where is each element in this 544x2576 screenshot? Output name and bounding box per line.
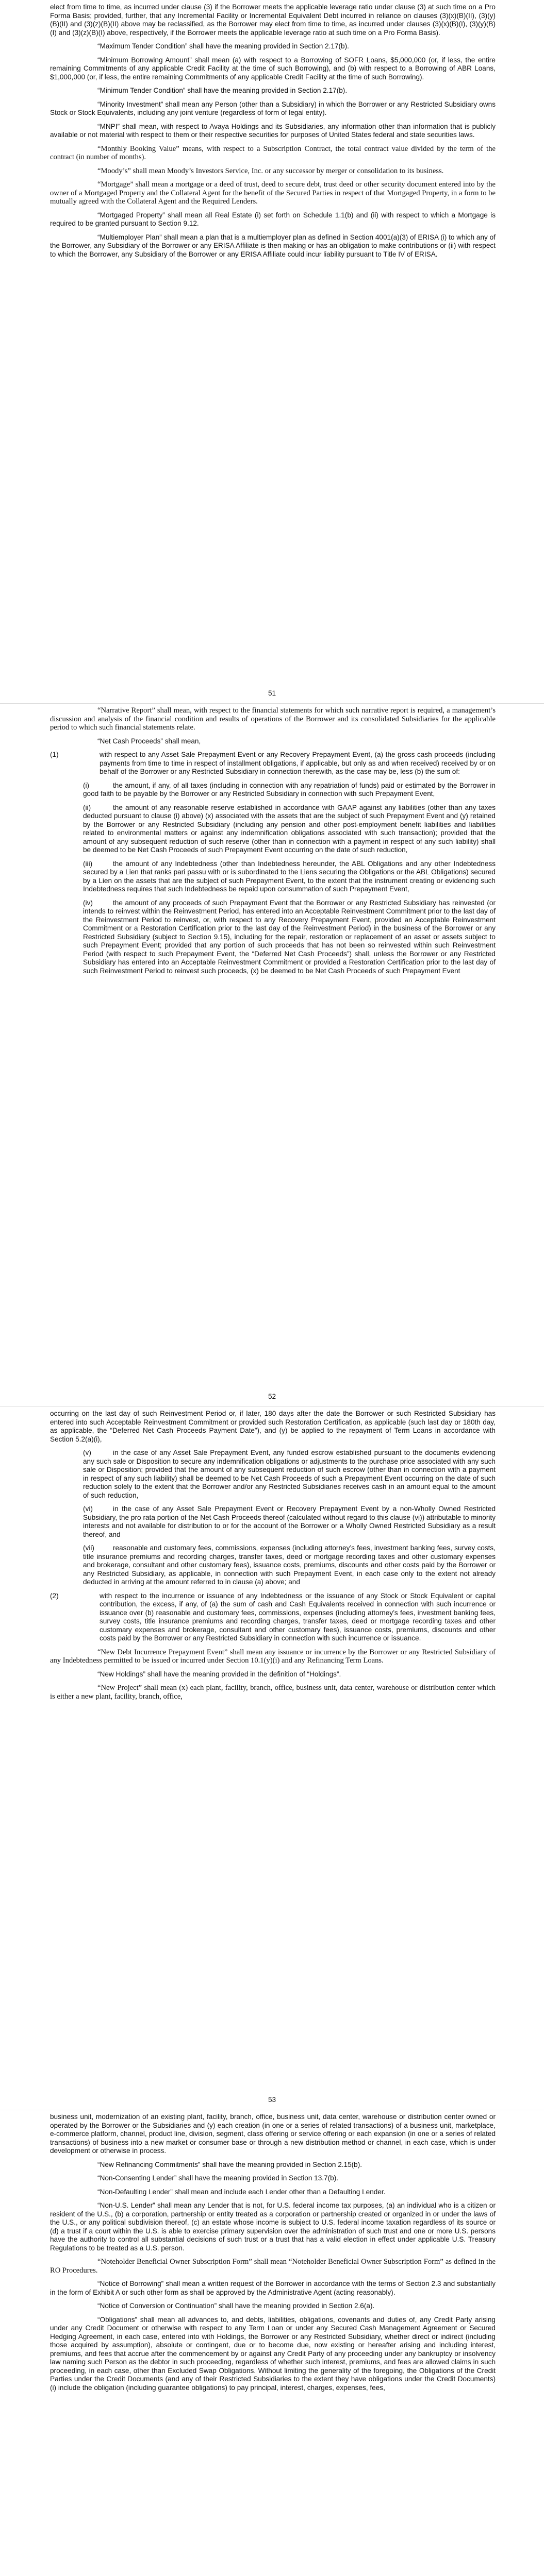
definition-paragraph: “Minority Investment” shall mean any Person (other than a Subsidiary) in which the Borrower or any Restricted Subsidiary owns Stock or Stock Equivalents, including any joint venture (regardless of form of legal entity).	[50, 100, 496, 116]
continued-paragraph: elect from time to time, as incurred under clause (3) if the Borrower meets the applicable leverage ratio under clause (3) at such time on a Pro Forma Basis; provided, further, that any Incremental Facility or Incremental Equivalent Debt incurred in reliance on clauses (3)(x)(B)(II), (3)(y)(B)(II) and (3)(z)(B)(II) above may be reclassified, as the Borrower may elect from time to time, as incurred under clauses (3)(x)(B)(I), (3)(y)(B)(I) and (3)(z)(B)(I) above, respectively, if the Borrower meets the applicable leverage ratio at such time on a Pro Forma Basis).	[50, 3, 496, 37]
page-4	[0, 2110, 544, 2576]
definition-paragraph: “Net Cash Proceeds” shall mean,	[97, 737, 201, 745]
sub-clause	[50, 782, 496, 799]
numbered-clause	[50, 1592, 496, 1643]
definition-paragraph: “New Project” shall mean (x) each plant, facility, branch, office, business unit, data center, warehouse or distribution center which is either a new plant, facility, branch, office,	[50, 1684, 496, 1701]
page-separator	[0, 703, 544, 704]
continued-paragraph: business unit, modernization of an existing plant, facility, branch, office, business unit, data center, warehouse or distribution center owned or operated by the Borrower or the Subsidiaries and (y) each creation (in one or a series of related transactions) of a business unit, marketplace, e-commerce platform, channel, product line, division, segment, class offering or service offering or each expansion (in one or a series of related transactions) of business into a new market or consumer base or through a new distribution method or channel, in each case, which is under development or otherwise in process.	[50, 2113, 496, 2155]
clause-text: with respect to any Asset Sale Prepayment Event or any Recovery Prepayment Event, (a) the gross cash proceeds (including payments from time to time in respect of installment obligations, if applicable, but only as and when received) received by or on behalf of the Borrower or any Restricted Subsidiary in connection therewith, as the case may be, less (b) the sum of:	[100, 751, 496, 775]
sub-clause-text: the amount of any Indebtedness (other than Indebtedness hereunder, the ABL Obligations and any other Indebtedness secured by a Lien that ranks pari passu with or is subordinated to the Liens securing the Obligations or the ABL Obligations) secured by a Lien on the assets that are the subject of such Prepayment Event, to the extent that the instrument creating or evidencing such Indebtedness requires that such Indebtedness be repaid upon consummation of such Prepayment Event,	[83, 859, 496, 893]
sub-clause-number: (ii)	[83, 803, 91, 811]
page-content	[50, 3, 496, 264]
page-3	[0, 1406, 544, 2110]
definition-paragraph: “Narrative Report” shall mean, with respect to the financial statements for which such narrative report is required, a management’s discussion and analysis of the financial condition and results of operations of the Borrower and its consolidated Subsidiaries for the applicable period to which such financial statements relate.	[50, 706, 496, 732]
sub-clause-text: in the case of any Asset Sale Prepayment Event or Recovery Prepayment Event by a non-Wholly Owned Restricted Subsidiary, the pro rata portion of the Net Cash Proceeds thereof (calculated without regard to this clause (vi)) attributable to minority interests and not available for distribution to or for the account of the Borrower or a Wholly Owned Restricted Subsidiary as a result thereof, and	[83, 1505, 496, 1538]
sub-clause-text: the amount of any reasonable reserve established in accordance with GAAP against any liabilities (other than any taxes deducted pursuant to clause (i) above) (x) associated with the assets that are the subject of such Prepayment Event and (y) retained by the Borrower or any Restricted Subsidiary (including any pension and other post-employment benefit liabilities and liabilities related to environmental matters or against any indemnification obligations associated with such transaction); provided that the amount of any subsequent reduction of such reserve (other than in connection with a payment in respect of any such liability) shall be deemed to be Net Cash Proceeds of such Prepayment Event occurring on the date of such reduction,	[83, 803, 496, 854]
definition-paragraph: “New Refinancing Commitments” shall have the meaning provided in Section 2.15(b).	[97, 2160, 362, 2168]
definition-paragraph: “Obligations” shall mean all advances to, and debts, liabilities, obligations, covenants and duties of, any Credit Party arising under any Credit Document or otherwise with respect to any Term Loan or under any Secured Cash Management Agreement or Secured Hedging Agreement, in each case, entered into with Holdings, the Borrower or any Restricted Subsidiary, whether direct or indirect (including those acquired by assumption), absolute or contingent, due or to become due, now existing or hereafter arising and including interest, premiums, and fees that accrue after the commencement by or against any Credit Party of any proceeding under any bankruptcy or insolvency law naming such Person as the debtor in such proceeding, regardless of whether such interest, premiums, and fees are allowed claims in such proceeding, in each case, other than Excluded Swap Obligations. Without limiting the generality of the foregoing, the Obligations of the Credit Parties under the Credit Documents (and any of their Restricted Subsidiaries to the extent they have obligations under the Credit Documents) (i) include the obligation (including guarantee obligations) to pay principal, interest, charges, expenses, fees,	[50, 2315, 496, 2392]
sub-clause-text: reasonable and customary fees, commissions, expenses (including attorney’s fees, investment banking fees, survey costs, title insurance premiums and recording charges, transfer taxes, deed or mortgage recording taxes and other customary expenses and brokerage, consultant and other customary fees), issuance costs, premiums, discounts and other costs paid by the Borrower or any Restricted Subsidiary, as applicable, in connection with such Prepayment Event, in each case only to the extent not already deducted in arriving at the amount referred to in clause (a) above; and	[83, 1544, 496, 1586]
definition-paragraph: “Noteholder Beneficial Owner Subscription Form” shall mean “Noteholder Beneficial Owner Subscription Form” as defined in the RO Procedures.	[50, 2258, 496, 2275]
page-number: 53	[268, 2096, 276, 2104]
sub-clause-number: (iii)	[83, 859, 93, 868]
sub-clause	[50, 1449, 496, 1500]
sub-clause-number: (vii)	[83, 1544, 94, 1552]
clause-number: (1)	[50, 751, 59, 758]
clause-number: (2)	[50, 1591, 59, 1600]
definition-paragraph: “Maximum Tender Condition” shall have the meaning provided in Section 2.17(b).	[97, 42, 349, 50]
sub-clause-number: (v)	[83, 1449, 91, 1456]
sub-clause	[50, 899, 496, 976]
definition-paragraph: “Moody’s” shall mean Moody’s Investors Service, Inc. or any successor by merger or consolidation to its business.	[97, 166, 444, 175]
definition-paragraph: “Non-Consenting Lender” shall have the meaning provided in Section 13.7(b).	[97, 2174, 338, 2182]
page-content	[50, 2113, 496, 2397]
page-number: 52	[268, 1393, 276, 1400]
clause-text: with respect to the incurrence or issuance of any Indebtedness or the issuance of any Stock or Stock Equivalent or capital contribution, the excess, if any, of (a) the sum of cash and Cash Equivalents received in connection with such incurrence or issuance over (b) reasonable and customary fees, commissions, expenses (including attorney’s fees, investment banking fees, survey costs, title insurance premiums and recording charges, transfer taxes, deed or mortgage recording taxes and other customary expenses and brokerage, consultant and other customary fees), issuance costs, premiums, discounts and other costs paid by the Borrower or any Restricted Subsidiary in connection with such incurrence or issuance.	[100, 1591, 496, 1642]
definition-paragraph: “New Debt Incurrence Prepayment Event” shall mean any issuance or incurrence by the Borrower or any Restricted Subsidiary of any Indebtedness permitted to be issued or incurred under Section 10.1(y)(i) and any Refinancing Term Loans.	[50, 1648, 496, 1665]
sub-clause-number: (vi)	[83, 1505, 93, 1513]
definition-paragraph: “Multiemployer Plan” shall mean a plan that is a multiemployer plan as defined in Section 4001(a)(3) of ERISA (i) to which any of the Borrower, any Subsidiary of the Borrower or any ERISA Affiliate is then making or has an obligation to make contributions or (ii) with respect to which the Borrower, any Subsidiary of the Borrower or any ERISA Affiliate could incur liability pursuant to Title IV of ERISA.	[50, 233, 496, 258]
sub-clause-text: the amount of any proceeds of such Prepayment Event that the Borrower or any Restricted Subsidiary has reinvested (or intends to reinvest within the Reinvestment Period, has entered into an Acceptable Reinvestment Commitment prior to the last day of the Reinvestment Period to reinvest, or, with respect to any Recovery Prepayment Event, provided an Acceptable Reinvestment Commitment or a Restoration Certification prior to the last day of the Reinvestment Period) in the business of the Borrower or any Restricted Subsidiary (subject to Section 9.15), including for the repair, restoration or replacement of an asset or assets subject to such Prepayment Event; provided that any portion of such proceeds that has not been so reinvested within such Reinvestment Period (with respect to such Prepayment Event, the “Deferred Net Cash Proceeds”) shall, unless the Borrower or any Restricted Subsidiary has entered into an Acceptable Reinvestment Commitment or provided a Restoration Certification prior to the last day of such Reinvestment Period to reinvest such proceeds, (x) be deemed to be Net Cash Proceeds of such Prepayment Event	[83, 899, 496, 975]
page-separator	[0, 1406, 544, 1407]
sub-clause	[50, 860, 496, 894]
sub-clause-text: in the case of any Asset Sale Prepayment Event, any funded escrow established pursuant to the documents evidencing any such sale or Disposition to secure any indemnification obligations or adjustments to the purchase price associated with any such sale or Disposition; provided that the amount of any subsequent reduction of such escrow (other than in connection with a payment in respect of any such liability) shall be deemed to be Net Cash Proceeds of such a Prepayment Event occurring on the date of such reduction solely to the extent that the Borrower and/or any Restricted Subsidiaries receives cash in an amount equal to the amount of such reduction,	[83, 1449, 496, 1499]
definition-paragraph: “Minimum Borrowing Amount” shall mean (a) with respect to a Borrowing of SOFR Loans, $5,000,000 (or, if less, the entire remaining Commitments of any applicable Credit Facility at the time of such Borrowing), and (b) with respect to a Borrowing of ABR Loans, $1,000,000 (or, if less, the entire remaining Commitments of any applicable Credit Facility at the time of such Borrowing).	[50, 56, 496, 81]
definition-paragraph: “Minimum Tender Condition” shall have the meaning provided in Section 2.17(b).	[97, 87, 348, 94]
page-1	[0, 0, 544, 703]
sub-clause	[50, 1505, 496, 1539]
page-content	[50, 1410, 496, 1706]
definition-paragraph: “Non-U.S. Lender” shall mean any Lender that is not, for U.S. federal income tax purposes, (a) an individual who is a citizen or resident of the U.S., (b) a corporation, partnership or entity treated as a corporation or partnership created or organized in or under the laws of the U.S., or any political subdivision thereof, (c) an estate whose income is subject to U.S. federal income taxation regardless of its source or (d) a trust if a court within the U.S. is able to exercise primary supervision over the administration of such trust and one or more U.S. persons have the authority to control all substantial decisions of such trust or a trust that has a valid election in effect under applicable U.S. Treasury Regulations to be treated as a U.S. person.	[50, 2201, 496, 2252]
page-number: 51	[268, 689, 276, 697]
definition-paragraph: “Notice of Borrowing” shall mean a written request of the Borrower in accordance with the terms of Section 2.3 and substantially in the form of Exhibit A or such other form as shall be approved by the Administrative Agent (acting reasonably).	[50, 2280, 496, 2296]
sub-clause-number: (iv)	[83, 899, 93, 907]
sub-clause	[50, 1544, 496, 1587]
definition-paragraph: “Monthly Booking Value” means, with respect to a Subscription Contract, the total contract value divided by the term of the contract (in number of months).	[50, 144, 496, 161]
definition-paragraph: “Notice of Conversion or Continuation” shall have the meaning provided in Section 2.6(a).	[97, 2302, 375, 2310]
definition-paragraph: “MNPI” shall mean, with respect to Avaya Holdings and its Subsidiaries, any information other than information that is publicly available or not material with respect to them or their respective securities for purposes of United States federal and state securities laws.	[50, 122, 496, 139]
definition-paragraph: “Mortgage” shall mean a mortgage or a deed of trust, deed to secure debt, trust deed or other security document entered into by the owner of a Mortgaged Property and the Collateral Agent for the benefit of the Secured Parties in respect of that Mortgaged Property, in a form to be mutually agreed with the Collateral Agent and the Required Lenders.	[50, 180, 496, 206]
definition-paragraph: “Non-Defaulting Lender” shall mean and include each Lender other than a Defaulting Lender.	[97, 2188, 386, 2196]
definition-paragraph: “New Holdings” shall have the meaning provided in the definition of “Holdings”.	[97, 1670, 341, 1678]
definition-paragraph: “Mortgaged Property” shall mean all Real Estate (i) set forth on Schedule 1.1(b) and (ii) with respect to which a Mortgage is required to be granted pursuant to Section 9.12.	[50, 211, 496, 227]
sub-clause-text: the amount, if any, of all taxes (including in connection with any repatriation of funds) paid or estimated by the Borrower in good faith to be payable by the Borrower or any Restricted Subsidiary in connection with such Prepayment Event,	[83, 781, 496, 798]
sub-clause	[50, 804, 496, 855]
page-2	[0, 703, 544, 1406]
page-content	[50, 706, 496, 980]
sub-clause-number: (i)	[83, 781, 90, 789]
continued-paragraph: occurring on the last day of such Reinvestment Period or, if later, 180 days after the date the Borrower or such Restricted Subsidiary has entered into such Acceptable Reinvestment Commitment or provided such Restoration Certification, as applicable (such last day or 180th day, as applicable, the “Deferred Net Cash Proceeds Payment Date”), and (y) be applied to the repayment of Term Loans in accordance with Section 5.2(a)(i),	[50, 1410, 496, 1443]
numbered-clause	[50, 751, 496, 776]
